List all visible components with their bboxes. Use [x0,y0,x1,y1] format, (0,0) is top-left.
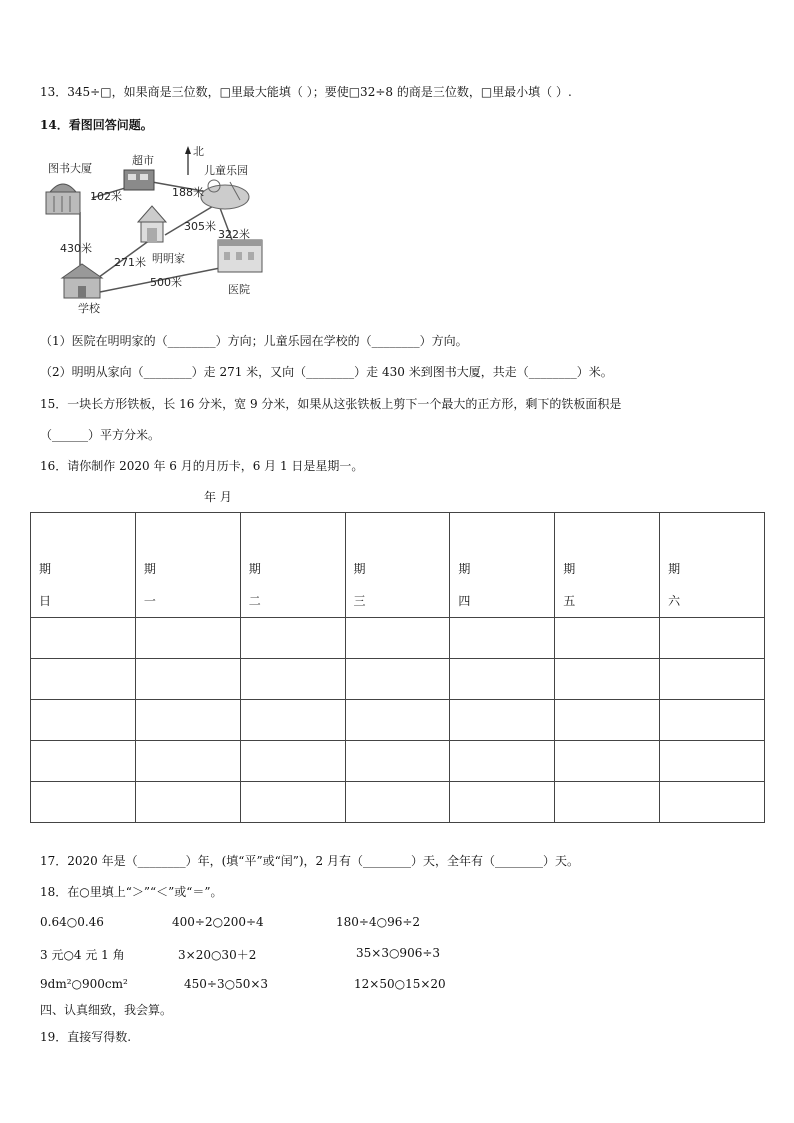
comparison-item: 400÷2○200÷4 [172,915,264,929]
calendar-table [30,512,765,823]
calendar-header-monday: 期 一 [135,513,240,618]
calendar-cell[interactable] [135,782,240,823]
calendar-cell[interactable] [240,659,345,700]
calendar-cell[interactable] [555,782,660,823]
calendar-cell[interactable] [660,700,765,741]
school-building-icon [62,264,102,298]
question-19: 19．直接写得数. [40,1030,132,1044]
calendar-week-row [31,700,765,741]
calendar-cell[interactable] [135,700,240,741]
comparison-item: 12×50○15×20 [354,977,446,991]
calendar-header-tuesday: 期 二 [240,513,345,618]
comparison-item: 180÷4○96÷2 [336,915,421,929]
library-building-icon [46,184,80,214]
question-14-sub1: （1）医院在明明家的（________）方向；儿童乐园在学校的（________）方向。 [40,334,468,348]
question-13: 13．345÷□，如果商是三位数，□里最大能填（ ）；要使□32÷8 的商是三位数，□里最小填（ ）. [40,85,572,99]
calendar-cell[interactable] [345,782,450,823]
section-4-heading: 四、认真细致，我会算。 [40,1003,173,1017]
calendar-caption: 年 月 [204,490,232,504]
calendar-cell[interactable] [135,659,240,700]
comparison-item: 9dm²○900cm² [40,977,128,991]
calendar-cell[interactable] [660,741,765,782]
question-14-title: 14．看图回答问题。 [40,118,153,132]
calendar-cell[interactable] [450,618,555,659]
calendar-cell[interactable] [240,782,345,823]
calendar-cell[interactable] [135,618,240,659]
park-icon [201,180,249,209]
distance-school-hospital: 500米 [150,276,182,289]
calendar-cell[interactable] [31,618,136,659]
hospital-building-icon [218,240,262,272]
calendar-cell[interactable] [660,782,765,823]
calendar-cell[interactable] [345,659,450,700]
distance-library-school: 430米 [60,242,92,255]
comparison-item: 3 元○4 元 1 角 [40,948,125,962]
question-15-line2: （______）平方分米。 [40,428,161,442]
comparison-item: 35×3○906÷3 [356,946,441,960]
comparison-item: 0.64○0.46 [40,915,104,929]
calendar-cell[interactable] [240,741,345,782]
calendar-week-row [31,618,765,659]
calendar-header-saturday: 期 六 [660,513,765,618]
calendar-cell[interactable] [555,700,660,741]
distance-supermarket-park: 188米 [172,186,204,199]
calendar-header-friday: 期 五 [555,513,660,618]
calendar-header-sunday: 期 日 [31,513,136,618]
place-park: 儿童乐园 [204,164,248,177]
calendar-header-wednesday: 期 三 [345,513,450,618]
calendar-cell[interactable] [450,782,555,823]
place-school: 学校 [78,302,100,315]
calendar-cell[interactable] [31,700,136,741]
calendar-cell[interactable] [135,741,240,782]
calendar-cell[interactable] [555,618,660,659]
calendar-cell[interactable] [555,741,660,782]
place-home: 明明家 [152,252,185,265]
calendar-cell[interactable] [31,782,136,823]
calendar-header-row [31,513,765,618]
place-supermarket: 超市 [132,154,154,167]
north-label: 北 [193,145,204,158]
calendar-cell[interactable] [345,741,450,782]
calendar-cell[interactable] [345,618,450,659]
comparison-item: 3×20○30＋2 [178,948,257,962]
calendar-header-thursday: 期 四 [450,513,555,618]
calendar-cell[interactable] [660,618,765,659]
distance-school-home: 271米 [114,256,146,269]
calendar-cell[interactable] [240,618,345,659]
question-16-title: 16．请你制作 2020 年 6 月的月历卡，6 月 1 日是星期一。 [40,459,364,473]
distance-home-park: 305米 [184,220,216,233]
calendar-cell[interactable] [450,700,555,741]
calendar-cell[interactable] [555,659,660,700]
question-14-sub2: （2）明明从家向（________）走 271 米，又向（________）走 430 米到图书大厦，共走（________）米。 [40,365,613,379]
question-17: 17．2020 年是（________）年，(填“平”或“闰”)，2 月有（________）天，全年有（________）天。 [40,854,579,868]
calendar-week-row [31,741,765,782]
question-15-line1: 15．一块长方形铁板，长 16 分米，宽 9 分米，如果从这张铁板上剪下一个最大的正方形，剩下的铁板面积是 [40,397,622,411]
distance-park-hospital: 322米 [218,228,250,241]
calendar-cell[interactable] [345,700,450,741]
calendar-cell[interactable] [240,700,345,741]
distance-library-supermarket: 102米 [90,190,122,203]
supermarket-building-icon [124,170,154,190]
place-hospital: 医院 [228,283,250,296]
home-building-icon [138,206,166,242]
calendar-cell[interactable] [450,741,555,782]
north-arrow-icon [185,146,191,175]
calendar-cell[interactable] [660,659,765,700]
direction-map [40,140,280,315]
place-library: 图书大厦 [48,162,92,175]
calendar-week-row [31,782,765,823]
calendar-cell[interactable] [31,741,136,782]
question-18-title: 18．在○里填上“＞”“＜”或“＝”。 [40,885,223,899]
calendar-cell[interactable] [31,659,136,700]
calendar-cell[interactable] [450,659,555,700]
comparison-item: 450÷3○50×3 [184,977,269,991]
calendar-week-row [31,659,765,700]
